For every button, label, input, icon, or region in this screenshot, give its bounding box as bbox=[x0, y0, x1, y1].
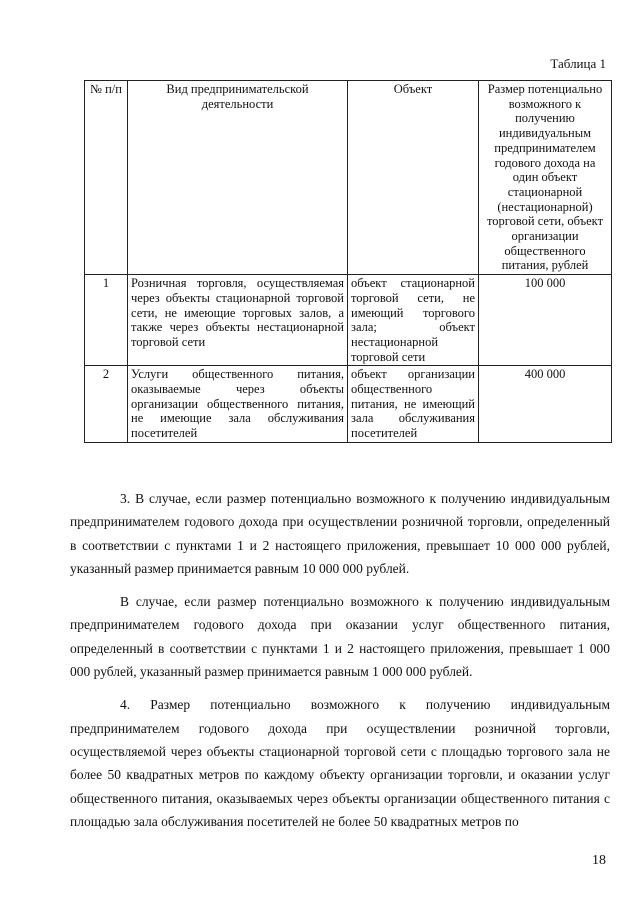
paragraph: 3. В случае, если размер потенциально возможного к получению индивидуальным предпринимателем годового дохода при осуществлении розничной торговли, определенный в соответствии с пунктами 1 и 2 настоящего приложения, превышает 10 000 000 рублей, указанный размер принимается равным 10 000 000 рублей. bbox=[70, 491, 610, 576]
paragraph: 4. Размер потенциально возможного к получению индивидуальным предпринимателем годового дохода при осуществлении розничной торговли, осуществляемой через объекты стационарной торговой сети с площадью торгового зала не более 50 квадратных метров по каждому объекту организации торговли, и оказании услуг общественного питания, оказываемых через объекты организации общественного питания с площадью зала обслуживания посетителей не более 50 квадратных метров по bbox=[70, 697, 610, 829]
row-object: объект стационарной торговой сети, не имеющий торгового зала; объект нестационарной торговой сети bbox=[348, 275, 479, 366]
row-activity-type: Услуги общественного питания, оказываемые через объекты организации общественного питания, не имеющие зала обслуживания посетителей bbox=[128, 366, 348, 443]
row-income-size: 100 000 bbox=[479, 275, 612, 366]
row-num: 2 bbox=[85, 366, 128, 443]
body-text bbox=[70, 487, 610, 833]
row-num: 1 bbox=[85, 275, 128, 366]
header-income-size: Размер потенциально возможного к получению индивидуальным предпринимателем годового дохода на один объект стационарной (нестационарной) торговой сети, объект организации общественного питания, рублей bbox=[479, 81, 612, 275]
table-row bbox=[85, 366, 612, 443]
row-object: объект организации общественного питания, не имеющий зала обслуживания посетителей bbox=[348, 366, 479, 443]
paragraph: В случае, если размер потенциально возможного к получению индивидуальным предпринимателем годового дохода при оказании услуг общественного питания, определенный в соответствии с пунктами 1 и 2 настоящего приложения, превышает 1 000 000 рублей, указанный размер принимается равным 1 000 000 рублей. bbox=[70, 594, 610, 680]
header-num: № п/п bbox=[85, 81, 128, 275]
row-activity-type: Розничная торговля, осуществляемая через объекты стационарной торговой сети, не имеющие торговых залов, а также через объекты нестационарной торговой сети bbox=[128, 275, 348, 366]
header-activity-type: Вид предпринимательской деятельности bbox=[128, 81, 348, 275]
header-object: Объект bbox=[348, 81, 479, 275]
table-header-row bbox=[85, 81, 612, 275]
income-table bbox=[84, 80, 612, 443]
page-number: 18 bbox=[592, 853, 606, 868]
table-caption: Таблица 1 bbox=[550, 56, 606, 71]
row-income-size: 400 000 bbox=[479, 366, 612, 443]
table-row bbox=[85, 275, 612, 366]
